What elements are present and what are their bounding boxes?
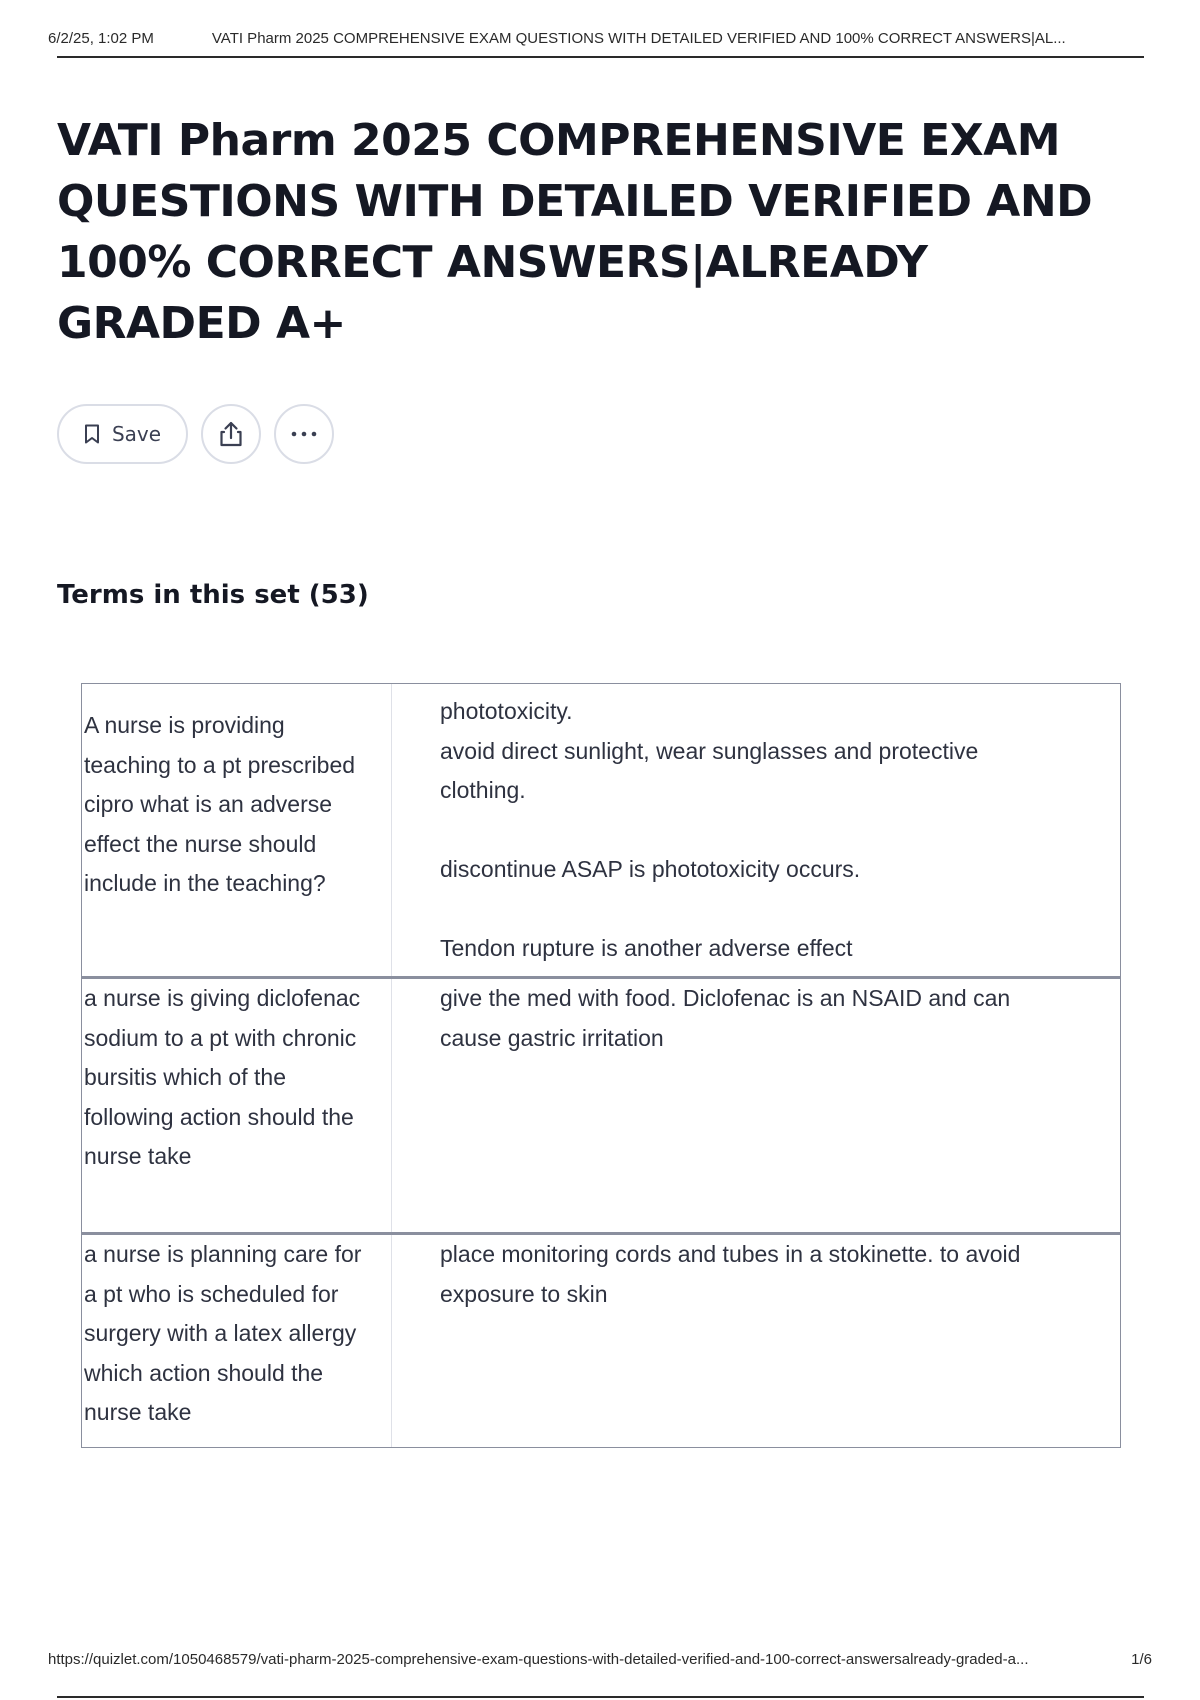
print-footer [48, 1651, 1152, 1668]
term-text: a nurse is giving diclofenac sodium to a pt with chronic bursitis which of the following action should the nurse take [82, 979, 392, 1232]
page-url: https://quizlet.com/1050468579/vati-pharm-2025-comprehensive-exam-questions-with-detailed-verified-and-100-correct-answersalready-graded-a... [48, 1651, 1029, 1668]
definition-text: place monitoring cords and tubes in a stokinette. to avoid exposure to skin [440, 1241, 1021, 1307]
more-options-button[interactable] [274, 404, 334, 464]
definition-text: give the med with food. Diclofenac is an NSAID and can cause gastric irritation [440, 985, 1011, 1051]
action-bar [57, 404, 334, 464]
term-row [82, 684, 1120, 976]
share-icon [218, 420, 244, 448]
more-horizontal-icon [291, 431, 317, 437]
bookmark-icon [84, 424, 100, 444]
page-number: 1/6 [1131, 1651, 1152, 1668]
save-button[interactable] [57, 404, 188, 464]
page-title: VATI Pharm 2025 COMPREHENSIVE EXAM QUESTIONS WITH DETAILED VERIFIED AND 100% CORRECT ANSWERS|ALREADY GRADED A+ [57, 115, 1093, 349]
footer-divider [57, 1696, 1144, 1698]
definition-text: phototoxicity. avoid direct sunlight, wear sunglasses and protective clothing. discontinue ASAP is phototoxicity occurs. Tendon rupture is another adverse effect [440, 698, 979, 961]
term-row [82, 976, 1120, 1232]
terms-table [81, 683, 1121, 1448]
term-row [82, 1232, 1120, 1447]
print-timestamp: 6/2/25, 1:02 PM [48, 30, 154, 47]
term-text: A nurse is providing teaching to a pt prescribed cipro what is an adverse effect the nurse should include in the teaching? [82, 684, 392, 976]
share-button[interactable] [201, 404, 261, 464]
print-header-title: VATI Pharm 2025 COMPREHENSIVE EXAM QUESTIONS WITH DETAILED VERIFIED AND 100% CORRECT ANSWERS|AL... [211, 30, 1066, 47]
term-text: a nurse is planning care for a pt who is scheduled for surgery with a latex allergy which action should the nurse take [82, 1235, 392, 1447]
terms-heading: Terms in this set (53) [57, 580, 369, 610]
print-header [48, 30, 1144, 47]
save-button-label: Save [111, 422, 162, 446]
header-divider [57, 56, 1144, 58]
